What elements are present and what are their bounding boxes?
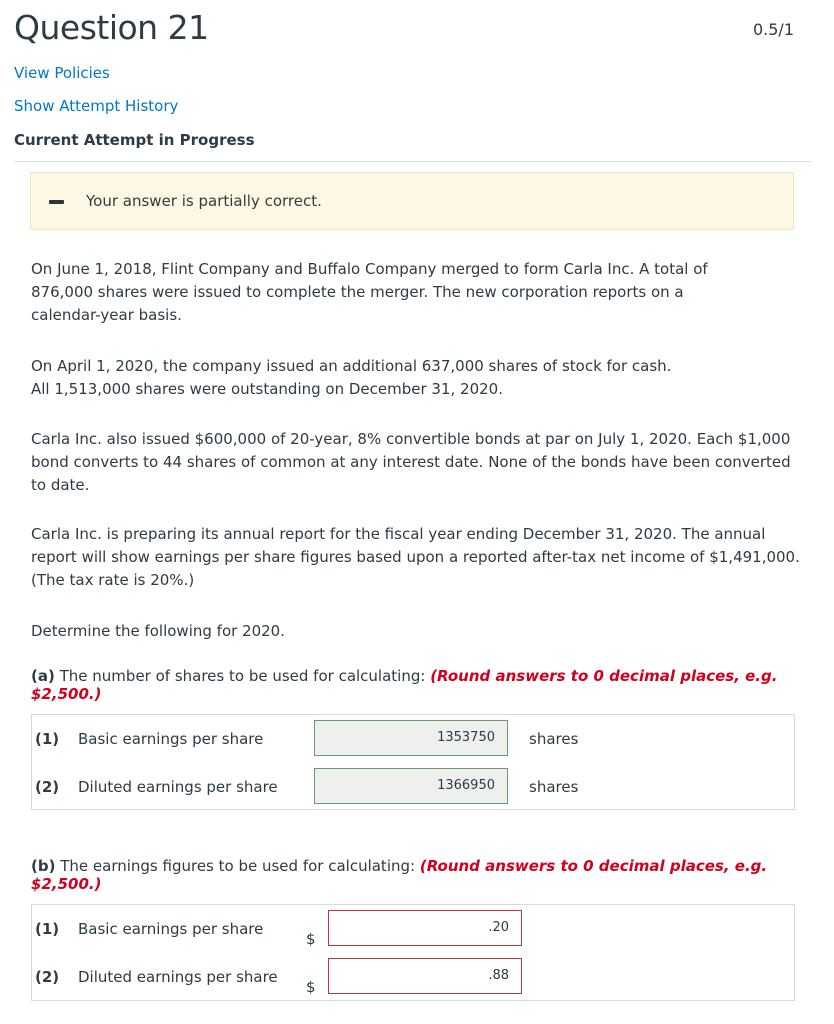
problem-paragraph-3: Carla Inc. also issued $600,000 of 20-year, 8% convertible bonds at par on July 1, 2020. Each $1,000 bond converts to 44 shares of common at any interest date. None of the bonds have been converted to date. (31, 430, 791, 494)
attempt-status: Current Attempt in Progress (14, 131, 255, 149)
problem-paragraph-2-line-1: On April 1, 2020, the company issued an additional 637,000 shares of stock for cash. (31, 357, 672, 375)
currency-symbol: $ (306, 978, 316, 996)
currency-symbol: $ (306, 930, 316, 948)
row-number: (1) (35, 730, 60, 748)
unit-label: shares (529, 730, 579, 748)
basic-eps-shares-input[interactable]: 1353750 (314, 720, 508, 756)
part-b-prompt: The earnings figures to be used for calculating: (60, 857, 416, 875)
header-divider (14, 161, 812, 162)
problem-paragraph-2-line-2: All 1,513,000 shares were outstanding on December 31, 2020. (31, 380, 503, 398)
part-b-answer-table (31, 904, 795, 1001)
row-label: Basic earnings per share (78, 920, 264, 938)
page-title: Question 21 (14, 8, 209, 47)
row-number: (2) (35, 778, 60, 796)
part-a-answer-table (31, 714, 795, 810)
basic-eps-earnings-input[interactable]: .20 (328, 910, 522, 946)
row-label: Basic earnings per share (78, 730, 264, 748)
unit-label: shares (529, 778, 579, 796)
partial-correct-icon (49, 200, 64, 204)
score-display: 0.5/1 (752, 20, 794, 39)
diluted-eps-shares-input[interactable]: 1366950 (314, 768, 508, 804)
part-a-label: (a) (31, 667, 55, 685)
part-b-heading (31, 857, 834, 893)
view-policies-link[interactable]: View Policies (14, 64, 110, 82)
problem-paragraph-2 (31, 355, 801, 401)
row-label: Diluted earnings per share (78, 968, 278, 986)
diluted-eps-earnings-input[interactable]: .88 (328, 958, 522, 994)
row-number: (1) (35, 920, 60, 938)
feedback-message: Your answer is partially correct. (86, 192, 322, 210)
part-a-heading (31, 667, 834, 703)
show-attempt-history-link[interactable]: Show Attempt History (14, 97, 179, 115)
row-number: (2) (35, 968, 60, 986)
problem-paragraph-1: On June 1, 2018, Flint Company and Buffalo Company merged to form Carla Inc. A total of 876,000 shares were issued to complete the merger. The new corporation reports on a calendar-year basis. (31, 260, 708, 324)
part-a-prompt: The number of shares to be used for calculating: (59, 667, 426, 685)
row-label: Diluted earnings per share (78, 778, 278, 796)
part-b-label: (b) (31, 857, 56, 875)
part-a-hint: (Round answers to 0 decimal places, e.g. $2,500.) (31, 667, 778, 703)
feedback-banner (30, 172, 794, 230)
part-b-hint: (Round answers to 0 decimal places, e.g. $2,500.) (31, 857, 768, 893)
problem-paragraph-5: Determine the following for 2020. (31, 622, 285, 640)
problem-paragraph-4: Carla Inc. is preparing its annual report for the fiscal year ending December 31, 2020. The annual report will show earnings per share figures based upon a reported after-tax net income of $1,491,000. (The tax rate is 20%.) (31, 525, 800, 589)
